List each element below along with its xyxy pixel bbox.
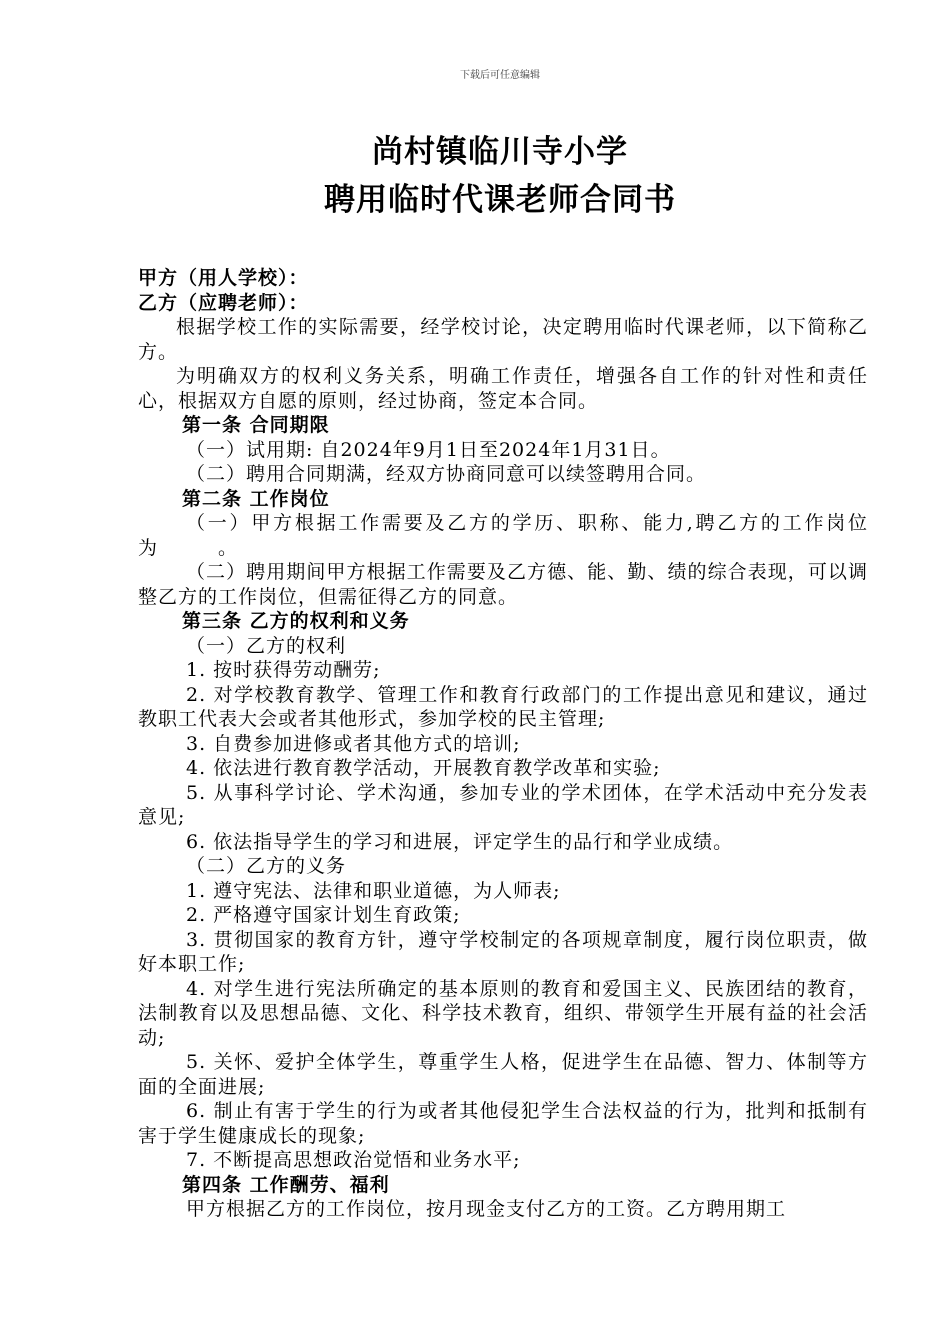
contract-paragraph: （二）乙方的义务 bbox=[186, 855, 347, 877]
article-heading: 第四条 工作酬劳、福利 bbox=[182, 1173, 390, 1196]
contract-paragraph: 5. 关怀、爱护全体学生，尊重学生人格，促进学生在品德、智力、体制等方面的全面进展; bbox=[138, 1051, 868, 1098]
contract-paragraph: 根据学校工作的实际需要，经学校讨论，决定聘用临时代课老师，以下简称乙方。 bbox=[138, 316, 868, 363]
header-note: 下载后可任意编辑 bbox=[460, 70, 540, 81]
contract-paragraph: 1. 按时获得劳动酬劳; bbox=[186, 659, 381, 681]
document-title-contract: 聘用临时代课老师合同书 bbox=[324, 182, 676, 218]
contract-paragraphs bbox=[138, 315, 868, 1222]
contract-paragraph: 2. 严格遵守国家计划生育政策; bbox=[186, 904, 461, 926]
contract-paragraph: 5. 从事科学讨论、学术沟通，参加专业的学术团体，在学术活动中充分发表意见; bbox=[138, 781, 868, 828]
contract-paragraph: （一）甲方根据工作需要及乙方的学历、职称、能力,聘乙方的工作岗位为 。 bbox=[138, 512, 868, 559]
contract-paragraph: （二）聘用期间甲方根据工作需要及乙方德、能、勤、绩的综合表现，可以调整乙方的工作岗位，但需征得乙方的同意。 bbox=[138, 561, 868, 608]
article-heading: 第一条 合同期限 bbox=[182, 414, 330, 436]
contract-paragraph: （一）试用期: 自2024年9月1日至2024年1月31日。 bbox=[186, 438, 671, 461]
party-b-label: 乙方（应聘老师）： bbox=[138, 291, 309, 314]
contract-paragraph: 1. 遵守宪法、法律和职业道德，为人师表; bbox=[186, 879, 561, 902]
contract-paragraph: 4. 对学生进行宪法所确定的基本原则的教育和爱国主义、民族团结的教育，法制教育以及思想品德、文化、科学技术教育，组织、带领学生开展有益的社会活动; bbox=[138, 977, 868, 1049]
contract-paragraph: 3. 贯彻国家的教育方针，遵守学校制定的各项规章制度，履行岗位职责，做好本职工作; bbox=[138, 928, 868, 975]
party-a-label: 甲方（用人学校）： bbox=[138, 267, 309, 289]
contract-paragraph: （二）聘用合同期满，经双方协商同意可以续签聘用合同。 bbox=[186, 463, 707, 485]
contract-paragraph: 6. 依法指导学生的学习和进展，评定学生的品行和学业成绩。 bbox=[186, 830, 734, 853]
contract-paragraph: 6. 制止有害于学生的行为或者其他侵犯学生合法权益的行为，批判和抵制有害于学生健康成长的现象; bbox=[138, 1100, 868, 1147]
contract-paragraph: 2. 对学校教育教学、管理工作和教育行政部门的工作提出意见和建议，通过教职工代表大会或者其他形式，参加学校的民主管理; bbox=[138, 683, 868, 730]
document-title-school: 尚村镇临川寺小学 bbox=[372, 134, 628, 170]
contract-paragraph: 7. 不断提高思想政治觉悟和业务水平; bbox=[186, 1149, 521, 1171]
contract-body bbox=[138, 266, 868, 1222]
contract-paragraph: 为明确双方的权利义务关系，明确工作责任，增强各自工作的针对性和责任心，根据双方自愿的原则，经过协商，签定本合同。 bbox=[138, 365, 868, 412]
article-heading: 第二条 工作岗位 bbox=[182, 487, 330, 510]
contract-paragraph: 4. 依法进行教育教学活动，开展教育教学改革和实验; bbox=[186, 757, 661, 779]
contract-paragraph: 甲方根据乙方的工作岗位，按月现金支付乙方的工资。乙方聘用期工 bbox=[186, 1198, 787, 1220]
contract-paragraph: （一）乙方的权利 bbox=[186, 634, 347, 657]
article-heading: 第三条 乙方的权利和义务 bbox=[182, 610, 410, 632]
contract-paragraph: 3. 自费参加进修或者其他方式的培训; bbox=[186, 732, 521, 755]
